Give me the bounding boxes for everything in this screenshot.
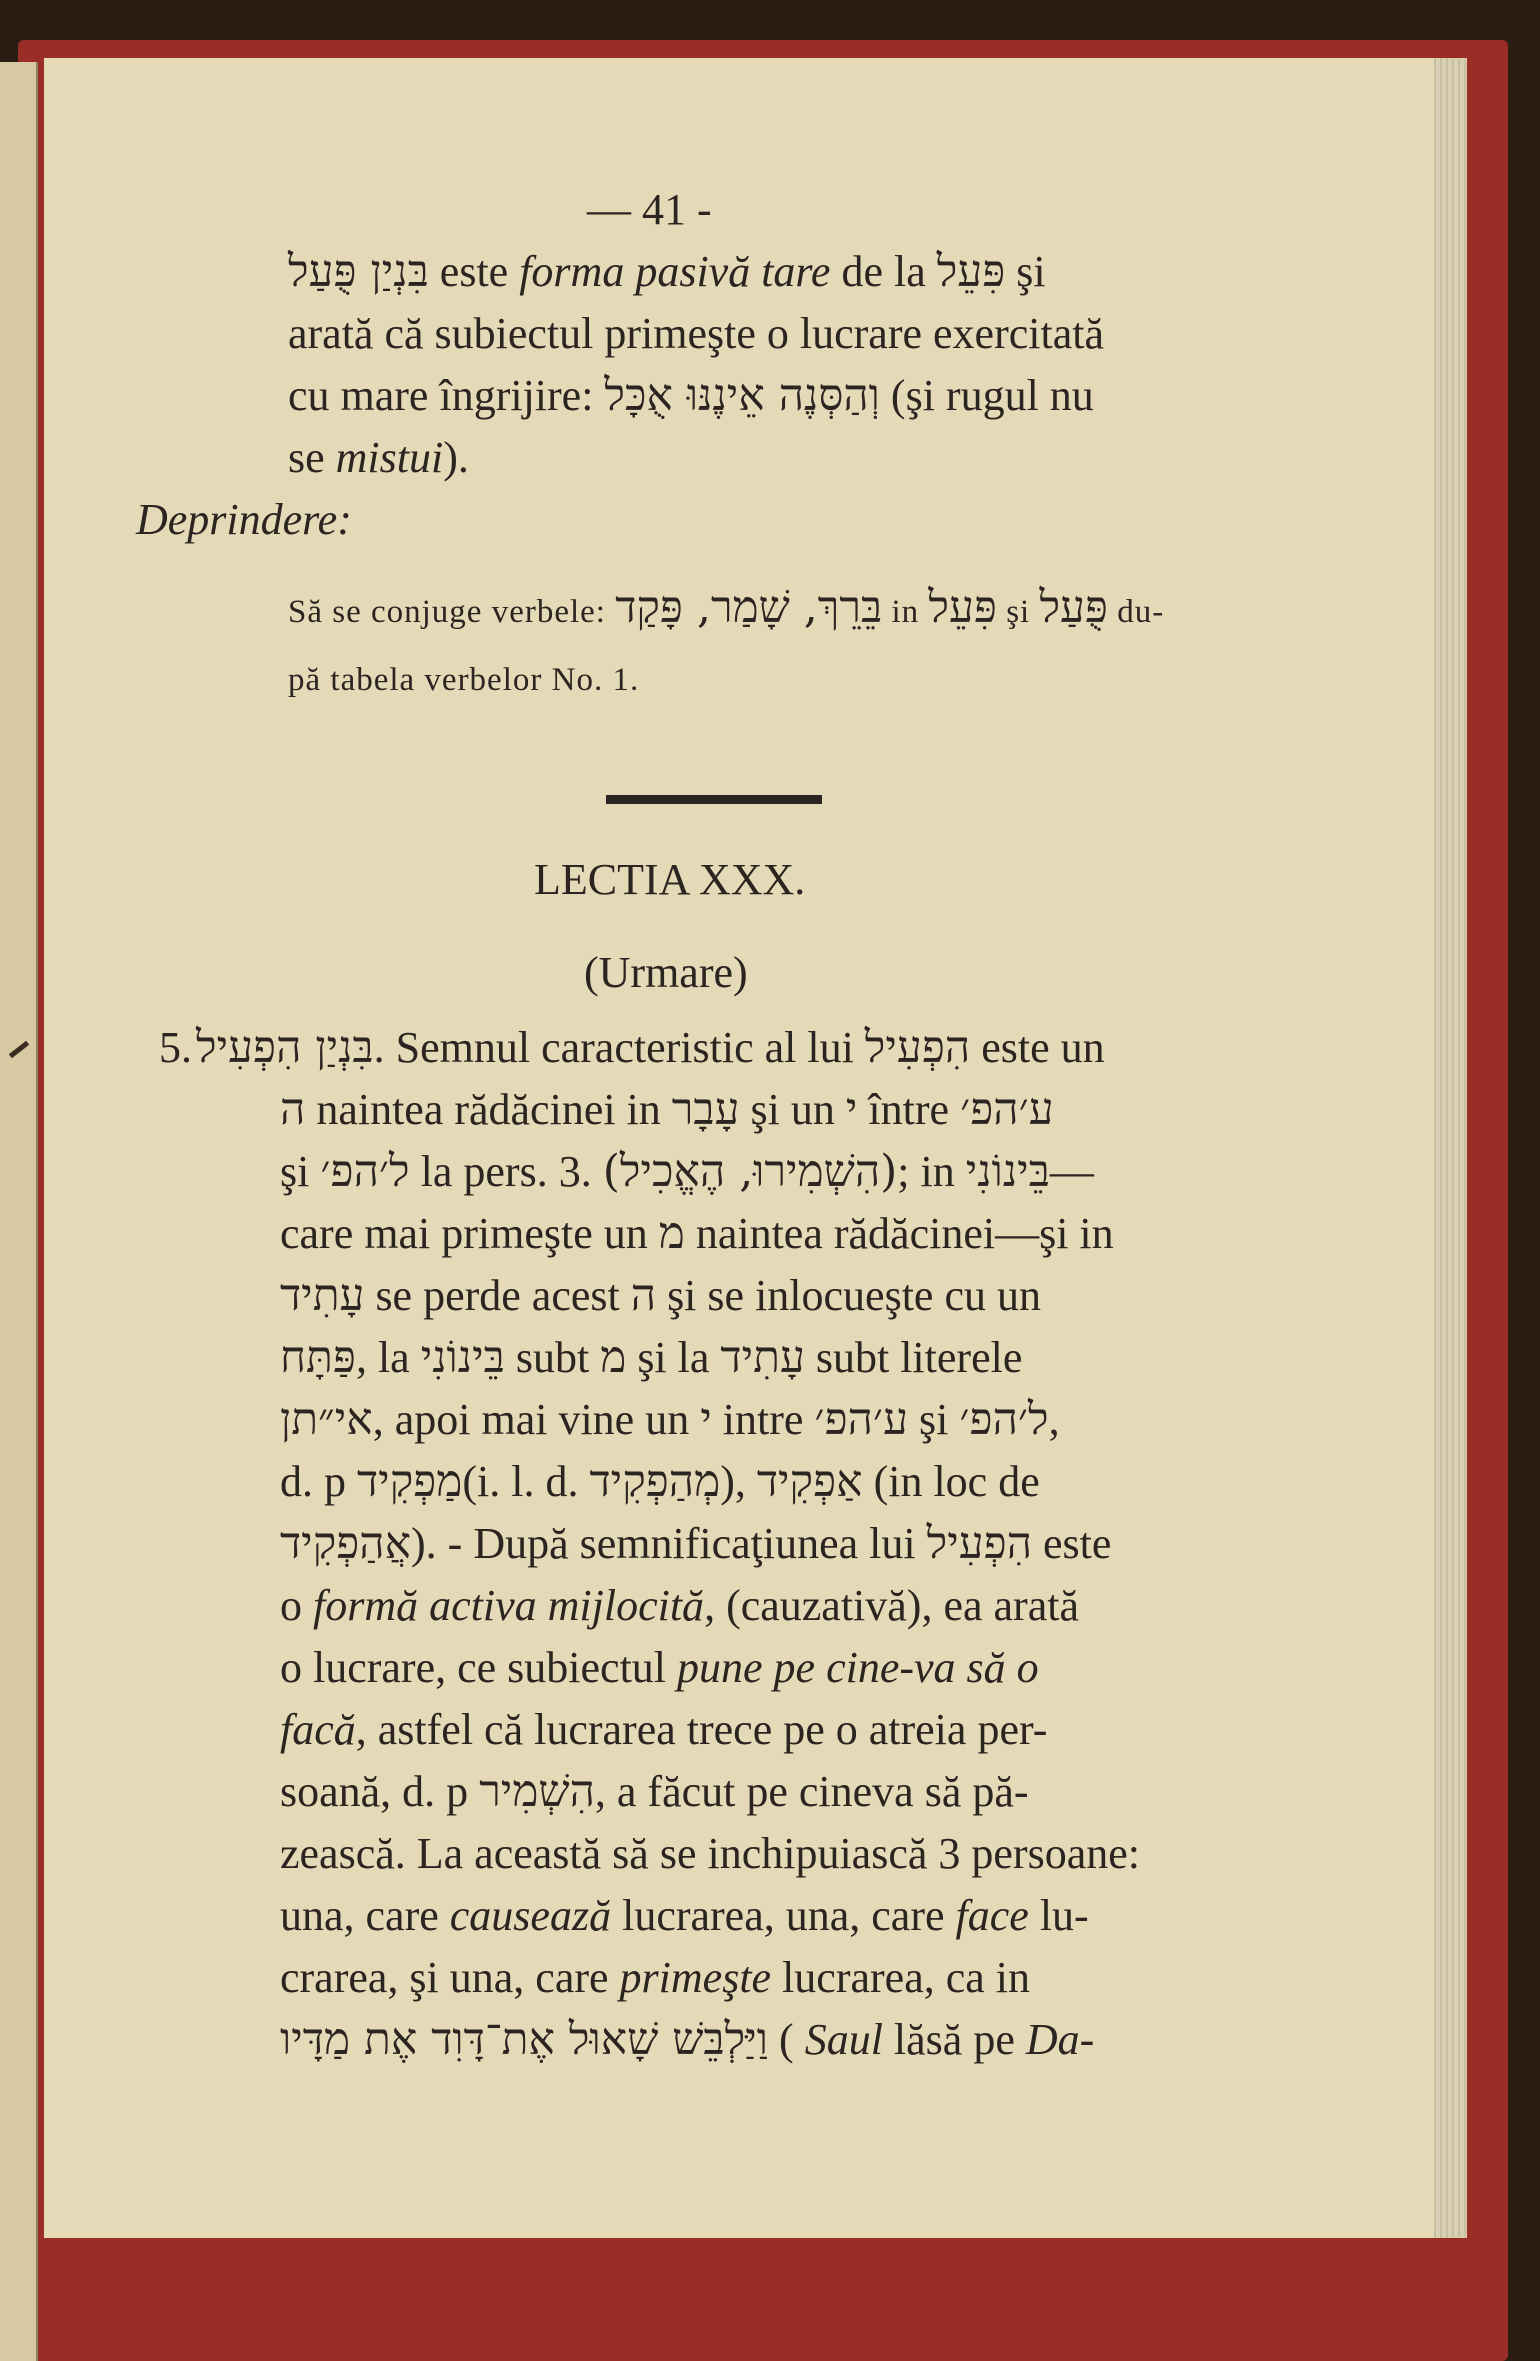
text-segment: . Semnul caracteristic al lui — [373, 1023, 865, 1072]
text-segment: arată că subiectul primeşte o lucrare exercitată — [288, 309, 1104, 358]
text-segment: lăsă pe — [882, 2015, 1026, 2064]
text-line — [280, 1766, 1029, 1817]
text-line — [280, 1084, 1054, 1135]
text-segment: facă — [280, 1705, 356, 1754]
text-segment: , astfel că lucrarea trece pe o atreia per- — [355, 1705, 1048, 1754]
text-segment: , (cauzativă), ea arată — [704, 1581, 1079, 1630]
text-segment: Da- — [1025, 2015, 1095, 2064]
text-segment: naintea rădăcinei—şi in — [684, 1209, 1114, 1258]
text-segment: face — [955, 1891, 1029, 1940]
hebrew-text: פִּעֵל — [928, 582, 997, 633]
text-line — [280, 1581, 1079, 1630]
text-segment: este un — [970, 1023, 1105, 1072]
text-segment: una, care — [280, 1891, 450, 1940]
hebrew-text: וַיַּלְבֵּשׁ שָׁאוּל אֶת־דָּוִד אֶת מַדָּיו — [280, 2014, 769, 2065]
hebrew-text: עָבָר — [671, 1084, 740, 1135]
hebrew-text: פַּתָּח — [280, 1332, 356, 1383]
hebrew-text: ל׳הפ׳ — [959, 1394, 1049, 1445]
text-segment: (in loc de — [862, 1457, 1040, 1506]
text-line — [288, 370, 1094, 421]
text-segment: este — [428, 247, 520, 296]
text-line — [288, 246, 1046, 297]
hebrew-text: ע׳הפ׳ — [814, 1394, 908, 1445]
lesson-title — [534, 855, 806, 904]
text-line — [280, 1456, 1040, 1507]
hebrew-text: וְהַסְּנֶה אֵינֶנּוּ אֻכָּל — [604, 370, 880, 421]
text-segment: ). — [443, 433, 469, 482]
text-segment: (Urmare) — [584, 948, 748, 997]
text-segment: , a făcut pe cineva să pă- — [594, 1767, 1029, 1816]
text-segment: o lucrare, ce subiectul — [280, 1643, 678, 1692]
text-segment: subt — [504, 1333, 601, 1382]
book-page — [44, 58, 1434, 2238]
text-segment: causează — [449, 1891, 612, 1940]
text-segment: lu- — [1028, 1891, 1089, 1940]
text-segment: Deprindere: — [136, 495, 352, 544]
hebrew-text: הִפְעִיל — [864, 1022, 971, 1073]
hebrew-text: (הִשְׁמִירוּ, הֶאֱכִיל) — [602, 1146, 898, 1197]
text-segment: (şi rugul nu — [879, 371, 1094, 420]
text-line — [280, 1146, 1094, 1197]
text-segment: (i. l. d. — [462, 1457, 590, 1506]
text-line — [280, 1270, 1041, 1321]
text-segment: forma pasivă tare — [519, 247, 831, 296]
hebrew-text: עָתִיד — [720, 1332, 805, 1383]
hebrew-text: פֻּעַל — [1039, 582, 1108, 633]
text-line — [280, 1208, 1114, 1259]
text-line — [280, 2014, 1095, 2065]
text-segment: se — [288, 433, 336, 482]
text-segment: zească. La această să se inchipuiască 3 persoane: — [280, 1829, 1140, 1878]
text-segment: şi — [280, 1147, 321, 1196]
page-number: — 41 - — [587, 185, 712, 234]
text-line — [288, 654, 639, 698]
text-segment: formă activa mijlocită — [313, 1581, 705, 1630]
text-segment: cu mare îngrijire: — [288, 371, 605, 420]
text-segment: primeşte — [619, 1953, 772, 2002]
hebrew-text: בֵּינוֹנִי — [965, 1146, 1050, 1197]
text-segment: Saul — [804, 2015, 883, 2064]
text-segment: care mai primeşte un — [280, 1209, 659, 1258]
text-line — [280, 1332, 1023, 1383]
hebrew-text: מ — [600, 1332, 627, 1383]
hebrew-text: בִּנְיַן הִפְעִיל — [196, 1022, 374, 1073]
text-segment: o — [280, 1581, 313, 1630]
text-segment: 5. — [159, 1023, 192, 1072]
hebrew-text: אי״תן — [280, 1394, 373, 1445]
text-segment: între — [857, 1085, 961, 1134]
text-segment: , — [1048, 1395, 1060, 1444]
text-line — [288, 309, 1104, 358]
hebrew-text: בֵּינוֹנִי — [420, 1332, 505, 1383]
text-segment: lucrarea, una, care — [611, 1891, 956, 1940]
text-segment: pune pe cine-va să o — [677, 1643, 1039, 1692]
text-segment: , apoi mai vine un — [372, 1395, 701, 1444]
text-segment: ; in — [897, 1147, 966, 1196]
hebrew-text: בֵּרֵךְ, שָׁמַר, פָּקַד — [615, 582, 883, 633]
text-line — [280, 1643, 1039, 1692]
text-segment: la pers. 3. — [409, 1147, 603, 1196]
text-line — [288, 582, 1165, 633]
text-segment: intre — [711, 1395, 815, 1444]
section-divider — [606, 795, 822, 804]
text-segment: LECTIA XXX. — [534, 855, 806, 904]
section-heading — [136, 495, 352, 544]
text-segment: Să se conjuge verbele: — [288, 594, 616, 630]
hebrew-text: י — [700, 1394, 712, 1445]
text-line — [288, 433, 469, 482]
hebrew-text: הִפְעִיל — [926, 1518, 1033, 1569]
text-segment: — — [1049, 1147, 1094, 1196]
text-segment: şi — [1005, 247, 1046, 296]
text-segment: soană, d. p — [280, 1767, 480, 1816]
text-segment: şi — [996, 594, 1040, 630]
text-segment: şi un — [739, 1085, 846, 1134]
text-line — [280, 1953, 1031, 2002]
text-segment: mistui — [335, 433, 444, 482]
text-segment: este — [1032, 1519, 1112, 1568]
hebrew-text: י — [845, 1084, 858, 1135]
hebrew-text: מְהַפְקִיד — [589, 1456, 721, 1507]
hebrew-text: ה — [630, 1270, 657, 1321]
hebrew-text: בִּנְיַן פֻּעַל — [288, 246, 429, 297]
hebrew-text: ע׳הפ׳ — [960, 1084, 1054, 1135]
hebrew-text: ה — [280, 1084, 306, 1135]
text-line — [280, 1394, 1060, 1445]
text-segment: du- — [1108, 594, 1165, 630]
text-segment: subt literele — [804, 1333, 1023, 1382]
text-segment: ). - După semnificaţiunea lui — [411, 1519, 927, 1568]
lesson-subtitle — [584, 948, 748, 997]
text-line — [280, 1891, 1089, 1940]
text-segment: in — [882, 594, 929, 630]
text-segment: de la — [830, 247, 937, 296]
hebrew-text: ל׳הפ׳ — [320, 1146, 410, 1197]
text-segment: , la — [355, 1333, 421, 1382]
text-segment: se perde acest — [364, 1271, 631, 1320]
text-segment: şi la — [626, 1333, 721, 1382]
text-line — [280, 1518, 1112, 1569]
text-line — [196, 1022, 1105, 1073]
text-line — [280, 1705, 1048, 1754]
text-segment: lucrarea, ca in — [771, 1953, 1031, 2002]
hebrew-text: פִּעֵל — [936, 246, 1006, 297]
text-line — [280, 1829, 1140, 1878]
text-segment: pă tabela verbelor No. 1. — [288, 662, 640, 698]
text-segment: şi — [908, 1395, 960, 1444]
hebrew-text: מַפְקִיד — [357, 1456, 463, 1507]
hebrew-text: הִשְׁמִיר — [479, 1766, 595, 1817]
text-segment: d. p — [280, 1457, 357, 1506]
hebrew-text: אַפְקִיד — [756, 1456, 863, 1507]
text-segment: ), — [720, 1457, 757, 1506]
text-segment: naintea rădăcinei in — [305, 1085, 672, 1134]
item-number — [159, 1023, 192, 1072]
hebrew-text: מ — [658, 1208, 685, 1259]
hebrew-text: אֲהַפְקִיד — [280, 1518, 412, 1569]
hebrew-text: עָתִיד — [280, 1270, 365, 1321]
text-segment: ( — [768, 2015, 805, 2064]
previous-page-edge — [0, 62, 38, 2361]
text-segment: crarea, şi una, care — [280, 1953, 620, 2002]
text-segment: şi se inlocueşte cu un — [656, 1271, 1041, 1320]
